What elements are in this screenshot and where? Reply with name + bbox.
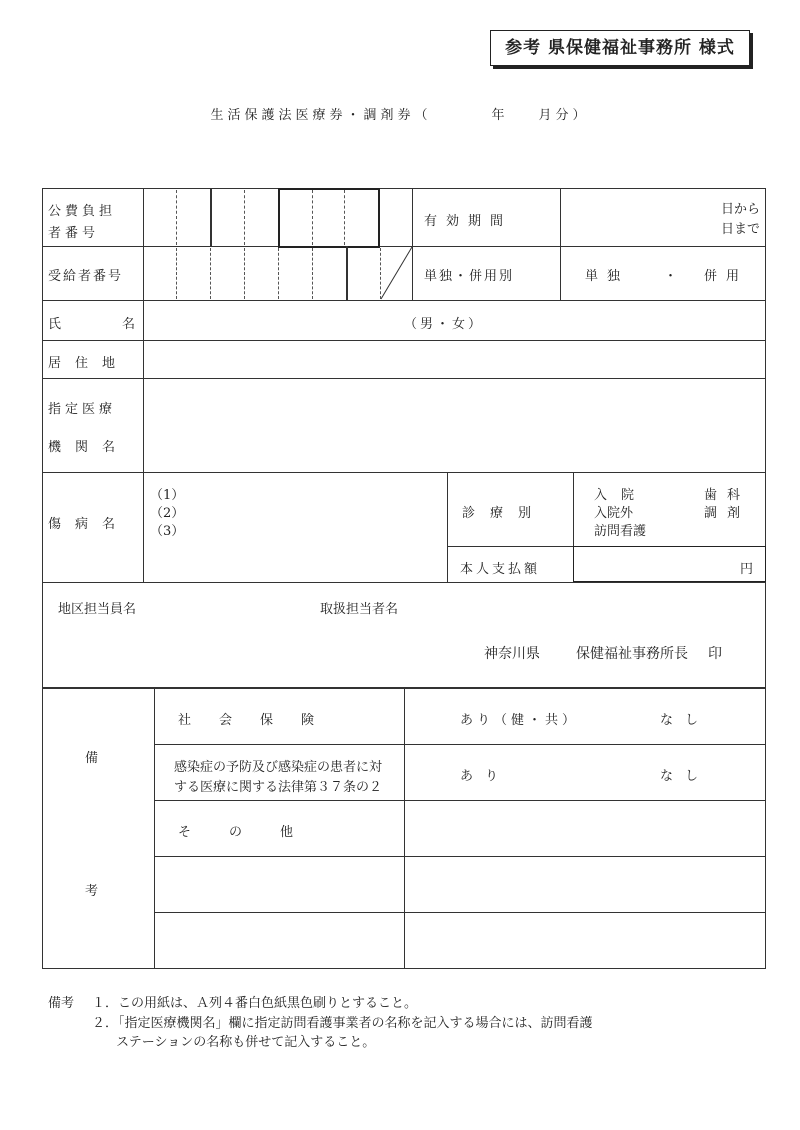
facility-label-line2: 機関名 (48, 440, 130, 455)
seal-mark: 印 (708, 646, 722, 662)
copay-unit: 円 (740, 562, 754, 577)
infection-law-none: なし (660, 769, 711, 784)
treatment-dispensing: 調剤 (704, 506, 751, 521)
valid-to: 日まで (720, 222, 760, 237)
infection-law-line2: する医療に関する法律第３７条の２ (174, 780, 383, 795)
disease-item-1: （1） (150, 488, 185, 503)
title-year: 年 (491, 108, 509, 123)
social-insurance-none: なし (660, 713, 711, 728)
copay-label: 本人支払額 (460, 562, 541, 577)
single-combined-label: 単独・併用別 (424, 269, 515, 284)
dot-separator: ・ (664, 269, 678, 284)
slash-mark (380, 246, 413, 300)
treatment-dental: 歯科 (704, 488, 751, 503)
title-month: 月分） (538, 108, 590, 123)
treatment-type-label: 診療別 (462, 506, 547, 521)
combined-label: 併用 (704, 269, 749, 284)
single-label: 単独 (585, 269, 630, 284)
name-label-2: 名 (122, 317, 136, 332)
payer-label-line2: 者番号 (48, 226, 100, 241)
remarks-label-bottom: 考 (85, 884, 99, 899)
treatment-outpatient: 入院外 (594, 506, 634, 521)
name-label-1: 氏 (48, 317, 62, 332)
valid-from: 日から (720, 202, 760, 217)
disease-label: 傷病名 (48, 517, 130, 532)
treatment-inpatient: 入院 (594, 488, 649, 503)
residence-label: 居住地 (48, 356, 130, 371)
form-title (0, 104, 800, 123)
treatment-home-nursing: 訪問看護 (594, 524, 647, 539)
other-label: その他 (178, 825, 332, 840)
note-3: ステーションの名称も併せて記入すること。 (116, 1035, 376, 1050)
remarks-label-top: 備 (85, 751, 99, 766)
valid-period-label: 有効期間 (424, 214, 513, 229)
gender-label: （男・女） (404, 317, 485, 332)
title-prefix: 生活保護法医療券・調剤券（ (210, 108, 432, 123)
payer-label-line1: 公費負担 (48, 204, 117, 219)
handler-label: 取扱担当者名 (320, 602, 399, 617)
office-head: 保健福祉事務所長 (576, 646, 688, 662)
social-insurance-label: 社会保険 (178, 713, 343, 728)
district-officer-label: 地区担当員名 (58, 602, 137, 617)
prefecture-name: 神奈川県 (484, 646, 540, 662)
note-1: １．この用紙は、Ａ列４番白色紙黒色刷りとすること。 (92, 996, 418, 1011)
recipient-number-label: 受給者番号 (48, 269, 124, 284)
note-2: ２．「指定医療機関名」欄に指定訪問看護事業者の名称を記入する場合には、訪問看護 (92, 1016, 593, 1031)
notes-prefix: 備考 (48, 996, 75, 1011)
reference-label: 参考 県保健福祉事務所 様式 (490, 30, 750, 66)
disease-item-2: （2） (150, 506, 185, 521)
infection-law-line1: 感染症の予防及び感染症の患者に対 (174, 760, 383, 775)
infection-law-value: あり (460, 769, 511, 784)
disease-item-3: （3） (150, 524, 185, 539)
social-insurance-value: あり（健・共） (460, 713, 580, 728)
facility-label-line1: 指定医療 (48, 402, 117, 417)
